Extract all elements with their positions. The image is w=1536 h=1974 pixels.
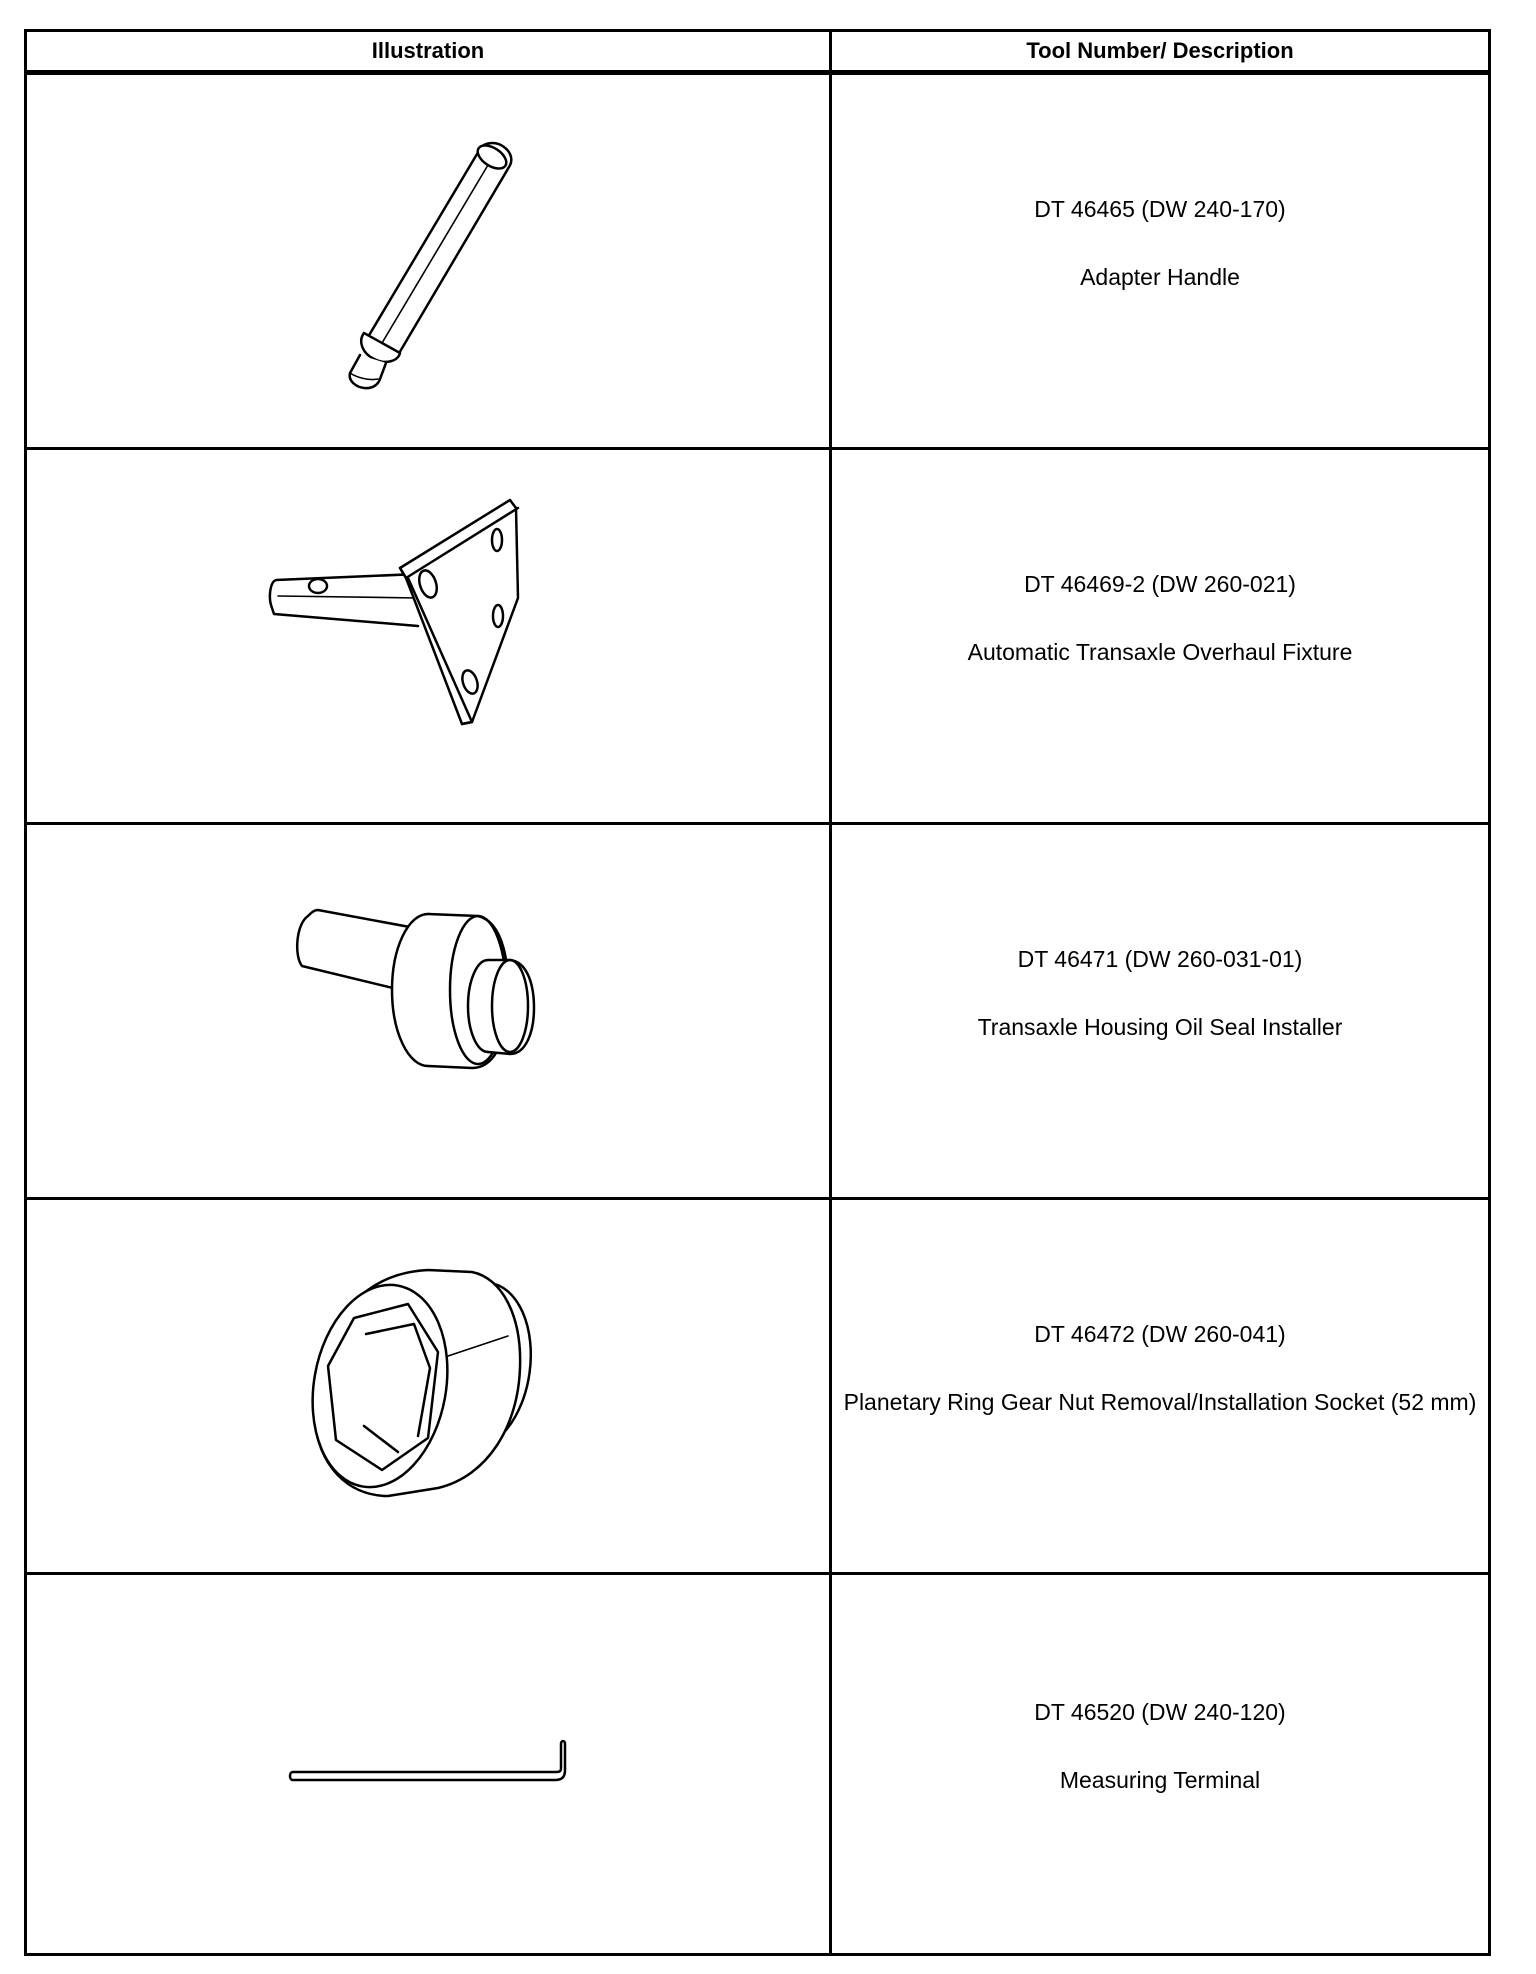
description-cell (831, 1574, 1490, 1955)
tool-number: DT 46471 (DW 260-031-01) (1017, 946, 1303, 972)
description-cell (831, 824, 1490, 1199)
description-cell (831, 1199, 1490, 1574)
table-row (26, 449, 1490, 824)
oil-seal-installer-icon (278, 886, 578, 1136)
illustration-cell (26, 824, 831, 1199)
header-illustration: Illustration (26, 31, 831, 73)
table-header-row (26, 31, 1490, 73)
tool-number: DT 46472 (DW 260-041) (1034, 1321, 1286, 1347)
overhaul-fixture-icon (248, 486, 608, 786)
illustration-cell (26, 1199, 831, 1574)
tool-description: Planetary Ring Gear Nut Removal/Installation Socket (52 mm) (843, 1389, 1477, 1415)
description-cell (831, 449, 1490, 824)
tool-number: DT 46469-2 (DW 260-021) (1024, 571, 1296, 597)
illustration-cell (26, 1574, 831, 1955)
table-row (26, 1574, 1490, 1955)
header-tool-description: Tool Number/ Description (831, 31, 1490, 73)
table-row (26, 73, 1490, 449)
tool-description: Automatic Transaxle Overhaul Fixture (967, 639, 1353, 665)
tool-description: Adapter Handle (1080, 264, 1240, 290)
tool-number: DT 46520 (DW 240-120) (1034, 1699, 1286, 1725)
tool-table (24, 29, 1491, 1956)
tool-description: Transaxle Housing Oil Seal Installer (977, 1014, 1343, 1040)
ring-gear-socket-icon (288, 1256, 568, 1516)
measuring-terminal-icon (283, 1734, 573, 1794)
table-row (26, 1199, 1490, 1574)
illustration-cell (26, 73, 831, 449)
table-row (26, 824, 1490, 1199)
description-cell (831, 73, 1490, 449)
tool-description: Measuring Terminal (1059, 1767, 1261, 1793)
tool-number: DT 46465 (DW 240-170) (1034, 196, 1286, 222)
illustration-cell (26, 449, 831, 824)
adapter-handle-icon (298, 111, 558, 411)
